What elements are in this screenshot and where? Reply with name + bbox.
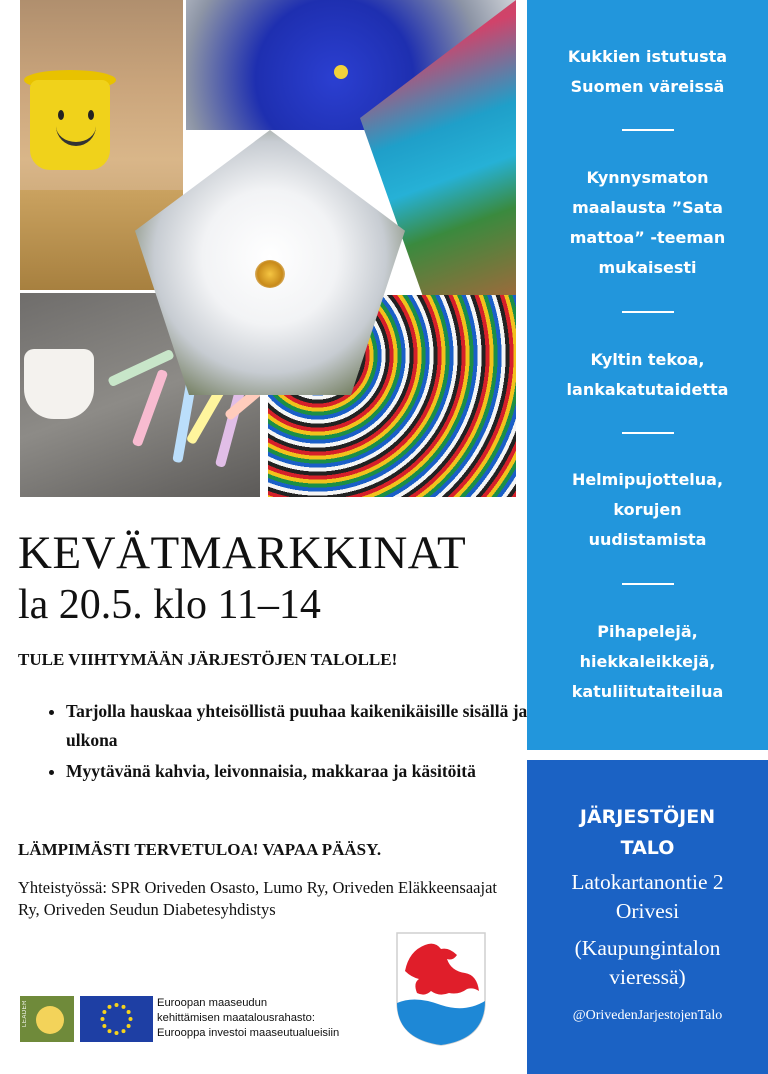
leader-logo — [20, 996, 74, 1042]
activity-line: Kyltin tekoa, — [590, 350, 705, 369]
event-date-time: la 20.5. klo 11–14 — [18, 582, 321, 628]
eu-stars-icon — [80, 996, 153, 1042]
cooperation-text: Yhteistyössä: SPR Oriveden Osasto, Lumo Ry, Oriveden Eläkkeensaajat Ry, Oriveden Seudun Diabetesyhdistys — [18, 878, 497, 919]
bucket-eye-left — [58, 110, 64, 120]
eu-fund-text — [157, 996, 339, 1041]
address-line: Orivesi — [615, 899, 680, 923]
activity-flower-planting — [527, 42, 768, 102]
pansy-center — [334, 65, 348, 79]
activity-line: lankakatutaidetta — [566, 380, 729, 399]
activity-line: maalausta ”Sata — [572, 198, 723, 217]
bucket-eye-right — [88, 110, 94, 120]
activity-yard-games — [527, 617, 768, 707]
leader-label: LEADER — [22, 1000, 28, 1028]
venue-name-line: JÄRJESTÖJEN — [579, 806, 716, 828]
plastic-cup — [24, 349, 94, 419]
activity-line: mattoa” -teeman — [569, 228, 726, 247]
horse-coat-of-arms-icon — [395, 931, 487, 1047]
eu-flag-icon — [80, 996, 153, 1042]
venue-address — [527, 868, 768, 926]
welcome-text: LÄMPIMÄSTI TERVETULOA! VAPAA PÄÄSY. — [18, 840, 382, 859]
social-handle: @OrivedenJarjestojenTalo — [572, 1008, 723, 1023]
photo-collage — [20, 0, 516, 497]
activity-line: katuliitutaiteilua — [571, 682, 724, 701]
separator-line — [622, 432, 674, 434]
venue-name — [527, 802, 768, 864]
activity-sign-making — [527, 345, 768, 405]
offer-list — [40, 697, 546, 788]
list-item: • Myytävänä kahvia, leivonnaisia, makkaraa ja käsitöitä — [66, 757, 546, 786]
separator-line — [622, 583, 674, 585]
note-line: (Kaupungintalon — [574, 936, 721, 960]
activity-line: Helmipujottelua, — [571, 470, 724, 489]
activity-line: Kynnysmaton — [586, 168, 709, 187]
activity-line: mukaisesti — [598, 258, 697, 277]
activity-bead-stringing — [527, 465, 768, 555]
leader-emblem — [36, 1006, 64, 1034]
activity-line: uudistamista — [588, 530, 707, 549]
activity-line: korujen — [613, 500, 682, 519]
separator-line — [622, 129, 674, 131]
pansy-center — [255, 260, 285, 288]
activity-line: Suomen väreissä — [570, 77, 725, 96]
venue-location-note — [527, 934, 768, 992]
eu-text-line: Eurooppa investoi maaseutualueisiin — [157, 1027, 340, 1039]
separator-line — [622, 311, 674, 313]
activity-line: hiekkaleikkejä, — [579, 652, 716, 671]
activity-line: Kukkien istutusta — [567, 47, 728, 66]
activity-doormat-painting — [527, 163, 768, 283]
address-line: Latokartanontie 2 — [571, 870, 724, 894]
poster-headline: KEVÄTMARKKINAT — [18, 527, 467, 579]
note-line: vieressä) — [609, 965, 686, 989]
venue-name-line: TALO — [620, 837, 675, 859]
poster-tagline: TULE VIIHTYMÄÄN JÄRJESTÖJEN TALOLLE! — [18, 650, 398, 669]
chalk-stick — [132, 369, 169, 448]
list-item: • Tarjolla hauskaa yhteisöllistä puuhaa kaikenikäisille sisällä ja ulkona — [66, 697, 546, 755]
eu-text-line: kehittämisen maatalousrahasto: — [157, 1012, 315, 1024]
activity-line: Pihapelejä, — [597, 622, 698, 641]
eu-text-line: Euroopan maaseudun — [157, 997, 268, 1009]
